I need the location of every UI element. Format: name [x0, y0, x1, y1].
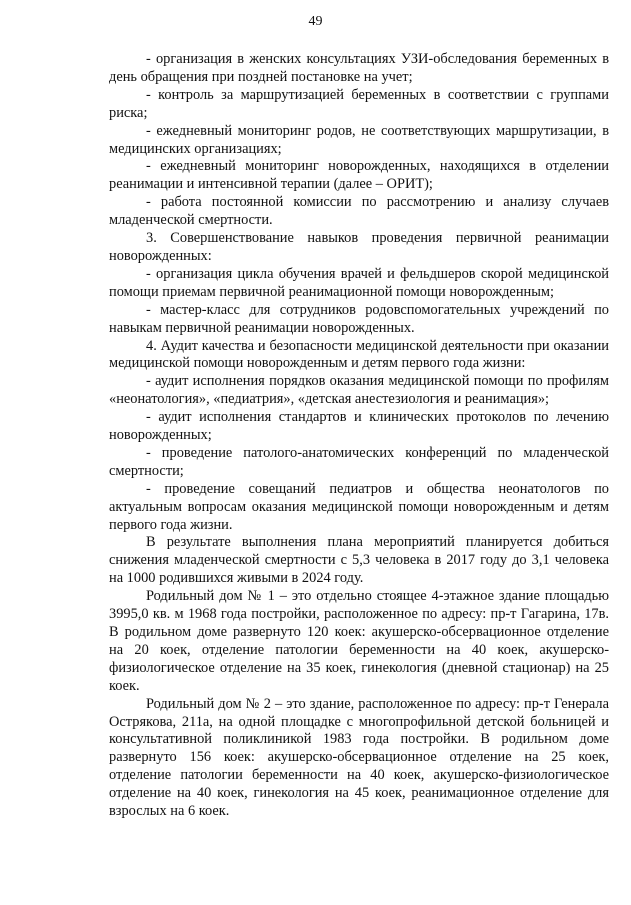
item-4-quality-audit: 4. Аудит качества и безопасности медицинской деятельности при оказании медицинской помощи новорожденным и детям первого года жизни: [109, 337, 609, 372]
bullet-pediatrician-meetings: - проведение совещаний педиатров и общества неонатологов по актуальным вопросам оказания медицинской помощи новорожденным и детям первого года жизни. [109, 480, 609, 533]
bullet-routing-control: - контроль за маршрутизацией беременных в соответствии с группами риска; [109, 86, 609, 121]
bullet-audit-standards: - аудит исполнения стандартов и клинических протоколов по лечению новорожденных; [109, 409, 609, 444]
bullet-births-monitoring: - ежедневный мониторинг родов, не соответствующих маршрутизации, в медицинских организациях; [109, 122, 609, 157]
bullet-master-class: - мастер-класс для сотрудников родовспомогательных учреждений по навыкам первичной реанимации новорожденных. [109, 301, 609, 336]
bullet-uzi-screening: - организация в женских консультациях УЗИ-обследования беременных в день обращения при поздней постановке на учет; [109, 51, 609, 85]
bullet-training-cycle: - организация цикла обучения врачей и фельдшеров скорой медицинской помощи приемам первичной реанимационной помощи новорожденным; [109, 265, 609, 300]
paragraph-expected-result: В результате выполнения плана мероприятий планируется добиться снижения младенческой смертности с 5,3 человека в 2017 году до 3,1 человека на 1000 родившихся живыми в 2024 году. [109, 534, 609, 587]
document-body [109, 51, 609, 821]
paragraph-maternity-hospital-1: Родильный дом № 1 – это отдельно стоящее 4-этажное здание площадью 3995,0 кв. м 1968 года постройки, расположенное по адресу: пр-т Гагарина, 17в. В родильном доме развернуто 120 коек: акушерско-обсервационное отделение на 20 коек, отделение патологии беременности на 40 коек, акушерско-физиологическое отделение на 35 коек, гинекология (дневной стационар) на 25 коек. [109, 588, 609, 694]
page-number: 49 [308, 14, 323, 29]
bullet-audit-procedures: - аудит исполнения порядков оказания медицинской помощи по профилям «неонатология», «педиатрия», «детская анестезиология и реанимация»; [109, 373, 609, 408]
bullet-mortality-commission: - работа постоянной комиссии по рассмотрению и анализу случаев младенческой смертности. [109, 194, 609, 229]
bullet-newborn-icu-monitoring: - ежедневный мониторинг новорожденных, находящихся в отделении реанимации и интенсивной терапии (далее – ОРИТ); [109, 158, 609, 193]
item-3-resuscitation-skills: 3. Совершенствование навыков проведения первичной реанимации новорожденных: [109, 230, 609, 264]
bullet-pathology-conferences: - проведение патолого-анатомических конференций по младенческой смертности; [109, 444, 609, 479]
paragraph-maternity-hospital-2: Родильный дом № 2 – это здание, расположенное по адресу: пр-т Генерала Острякова, 211а, на одной площадке с многопрофильной детской больницей и консультативной поликлиникой 1983 года постройки. В родильном доме развернуто 156 коек: акушерско-обсервационное отделение на 25 коек, отделение патологии беременности на 40 коек, акушерско-физиологическое отделение на 40 коек, гинекология на 45 коек, реанимационное отделение для взрослых на 6 коек. [109, 695, 609, 820]
